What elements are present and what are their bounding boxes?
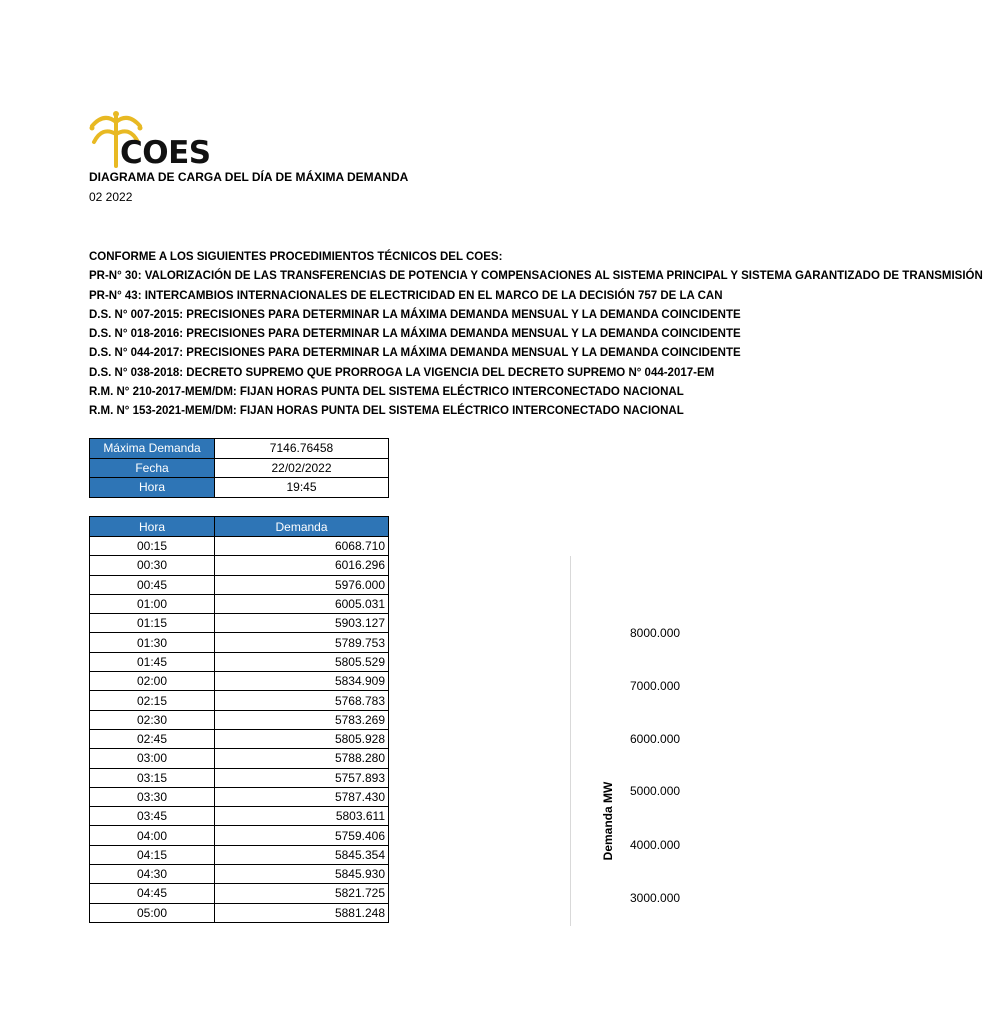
- cell-hora: 05:00: [90, 903, 215, 922]
- cell-hora: 01:00: [90, 594, 215, 613]
- procedure-line: R.M. N° 210-2017-MEM/DM: FIJAN HORAS PUNTA DEL SISTEMA ELÉCTRICO INTERCONECTADO NACIONAL: [89, 386, 684, 399]
- max-demand-value: 7146.76458: [215, 439, 389, 459]
- cell-hora: 03:30: [90, 787, 215, 806]
- cell-demanda: 5845.354: [215, 845, 389, 864]
- cell-demanda: 5783.269: [215, 710, 389, 729]
- max-demand-label: Máxima Demanda: [90, 439, 215, 459]
- cell-demanda: 5757.893: [215, 768, 389, 787]
- table-row: [90, 903, 389, 922]
- cell-demanda: 5845.930: [215, 865, 389, 884]
- cell-demanda: 6005.031: [215, 594, 389, 613]
- procedure-line: PR-N° 30: VALORIZACIÓN DE LAS TRANSFERENCIAS DE POTENCIA Y COMPENSACIONES AL SISTEMA PRINCIPAL Y SISTEMA GARANTIZADO DE TRANSMISIÓN: [89, 270, 983, 283]
- procedures-list: [89, 248, 983, 422]
- cell-demanda: 5789.753: [215, 633, 389, 652]
- table-row: [90, 537, 389, 556]
- cell-demanda: 6016.296: [215, 556, 389, 575]
- document-period: 02 2022: [89, 190, 133, 204]
- y-tick-label: 5000.000: [630, 784, 681, 798]
- cell-hora: 03:45: [90, 807, 215, 826]
- table-row: [90, 652, 389, 671]
- y-axis-title: Demanda MW: [601, 781, 615, 861]
- procedure-line: R.M. N° 153-2021-MEM/DM: FIJAN HORAS PUNTA DEL SISTEMA ELÉCTRICO INTERCONECTADO NACIONAL: [89, 405, 684, 418]
- table-row: [90, 768, 389, 787]
- table-row: [90, 575, 389, 594]
- cell-demanda: 5787.430: [215, 787, 389, 806]
- summary-row: [90, 439, 389, 459]
- procedure-line: D.S. N° 018-2016: PRECISIONES PARA DETERMINAR LA MÁXIMA DEMANDA MENSUAL Y LA DEMANDA COINCIDENTE: [89, 328, 741, 341]
- table-row: [90, 710, 389, 729]
- procedure-line: D.S. N° 038-2018: DECRETO SUPREMO QUE PRORROGA LA VIGENCIA DEL DECRETO SUPREMO N° 044-2017-EM: [89, 366, 715, 379]
- cell-demanda: 5803.611: [215, 807, 389, 826]
- document-title: DIAGRAMA DE CARGA DEL DÍA DE MÁXIMA DEMANDA: [89, 170, 409, 184]
- cell-demanda: 5834.909: [215, 672, 389, 691]
- table-row: [90, 884, 389, 903]
- table-row: [90, 749, 389, 768]
- table-body: [90, 537, 389, 923]
- cell-hora: 04:15: [90, 845, 215, 864]
- demand-table: [89, 516, 389, 923]
- date-value: 22/02/2022: [215, 458, 389, 478]
- y-tick-label: 6000.000: [630, 732, 681, 746]
- load-chart: [570, 556, 690, 926]
- table-row: [90, 865, 389, 884]
- cell-demanda: 5903.127: [215, 614, 389, 633]
- cell-hora: 02:00: [90, 672, 215, 691]
- cell-demanda: 5805.928: [215, 729, 389, 748]
- cell-demanda: 5805.529: [215, 652, 389, 671]
- cell-hora: 01:30: [90, 633, 215, 652]
- cell-demanda: 5976.000: [215, 575, 389, 594]
- table-row: [90, 729, 389, 748]
- cell-hora: 01:45: [90, 652, 215, 671]
- table-row: [90, 614, 389, 633]
- table-row: [90, 672, 389, 691]
- column-header-demanda: Demanda: [215, 517, 389, 537]
- y-tick-label: 4000.000: [630, 838, 681, 852]
- cell-hora: 01:15: [90, 614, 215, 633]
- procedure-line: D.S. N° 007-2015: PRECISIONES PARA DETERMINAR LA MÁXIMA DEMANDA MENSUAL Y LA DEMANDA COINCIDENTE: [89, 308, 741, 321]
- cell-hora: 03:15: [90, 768, 215, 787]
- table-row: [90, 691, 389, 710]
- date-label: Fecha: [90, 458, 215, 478]
- cell-hora: 03:00: [90, 749, 215, 768]
- procedure-line: PR-N° 43: INTERCAMBIOS INTERNACIONALES DE ELECTRICIDAD EN EL MARCO DE LA DECISIÓN 757 DE LA CAN: [89, 289, 723, 302]
- cell-hora: 04:30: [90, 865, 215, 884]
- y-tick-label: 7000.000: [630, 679, 681, 693]
- logo-wordmark: COES: [120, 135, 211, 171]
- table-row: [90, 556, 389, 575]
- cell-hora: 00:45: [90, 575, 215, 594]
- column-header-hora: Hora: [90, 517, 215, 537]
- table-row: [90, 807, 389, 826]
- hour-label: Hora: [90, 478, 215, 498]
- hour-value: 19:45: [215, 478, 389, 498]
- cell-demanda: 5768.783: [215, 691, 389, 710]
- coes-logo: [86, 108, 236, 174]
- cell-hora: 00:15: [90, 537, 215, 556]
- max-demand-summary: [89, 438, 389, 498]
- table-header-row: [90, 517, 389, 537]
- chart-area-border: [570, 556, 571, 926]
- y-tick-label: 8000.000: [630, 626, 681, 640]
- cell-hora: 02:30: [90, 710, 215, 729]
- table-row: [90, 787, 389, 806]
- summary-row: [90, 478, 389, 498]
- cell-demanda: 5821.725: [215, 884, 389, 903]
- cell-demanda: 5788.280: [215, 749, 389, 768]
- table-row: [90, 845, 389, 864]
- table-row: [90, 594, 389, 613]
- procedure-line: CONFORME A LOS SIGUIENTES PROCEDIMIENTOS TÉCNICOS DEL COES:: [89, 251, 503, 263]
- cell-demanda: 5881.248: [215, 903, 389, 922]
- cell-hora: 02:15: [90, 691, 215, 710]
- cell-hora: 04:00: [90, 826, 215, 845]
- cell-hora: 04:45: [90, 884, 215, 903]
- procedure-line: D.S. N° 044-2017: PRECISIONES PARA DETERMINAR LA MÁXIMA DEMANDA MENSUAL Y LA DEMANDA COINCIDENTE: [89, 347, 741, 360]
- cell-demanda: 6068.710: [215, 537, 389, 556]
- table-row: [90, 826, 389, 845]
- y-tick-label: 3000.000: [630, 891, 681, 905]
- cell-hora: 00:30: [90, 556, 215, 575]
- cell-demanda: 5759.406: [215, 826, 389, 845]
- cell-hora: 02:45: [90, 729, 215, 748]
- table-row: [90, 633, 389, 652]
- summary-row: [90, 458, 389, 478]
